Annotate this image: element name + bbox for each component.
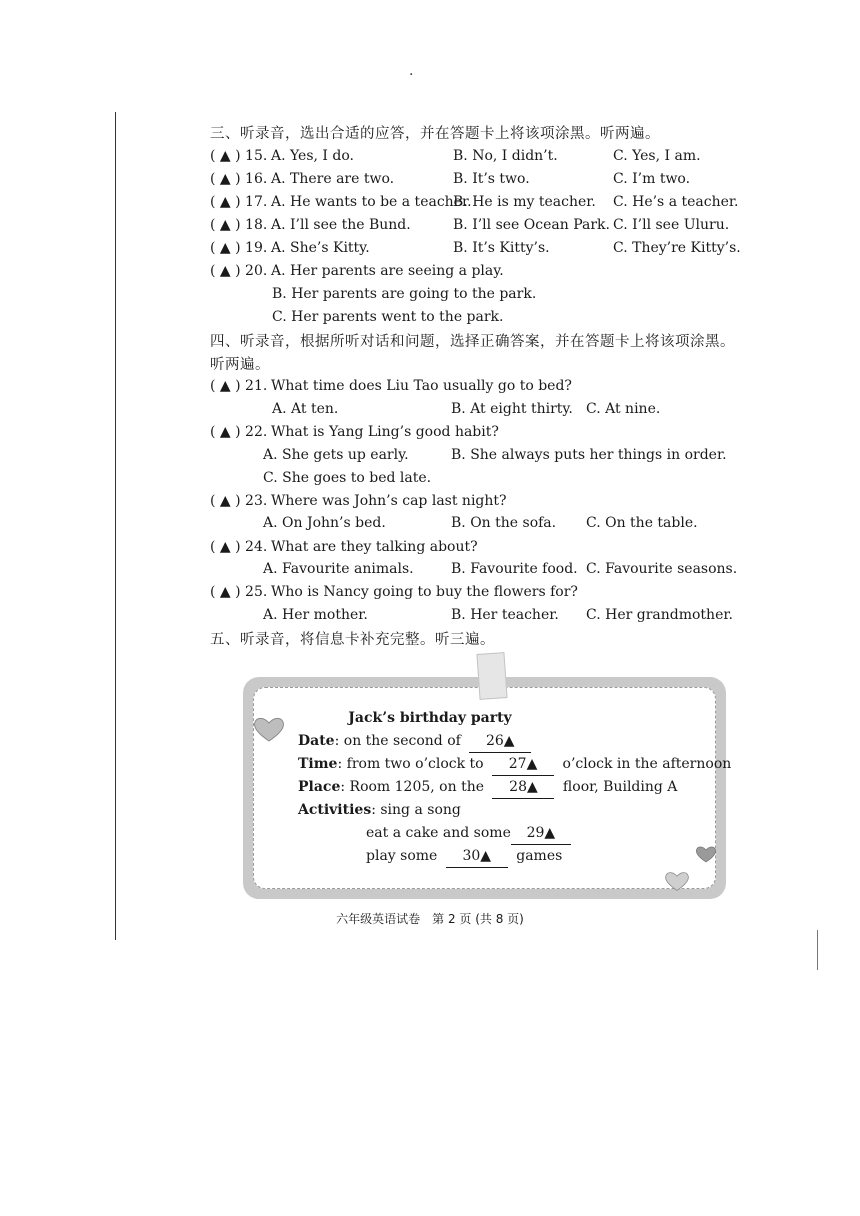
option-a: A. Favourite animals.	[263, 561, 414, 577]
option-c: C. At nine.	[586, 401, 661, 417]
option-b: B. No, I didn’t.	[453, 148, 558, 164]
option-a: A. At ten.	[272, 401, 339, 417]
heart-icon	[661, 870, 693, 892]
card-title: Jack’s birthday party	[348, 710, 512, 726]
option-a: A. There are two.	[271, 171, 395, 187]
card-activities-row	[298, 799, 461, 821]
time-suffix: o’clock in the afternoon	[562, 756, 732, 772]
option-c: C. They’re Kitty’s.	[613, 240, 741, 256]
option-c: C. Her parents went to the park.	[272, 309, 504, 325]
option-a: A. On John’s bed.	[263, 515, 386, 531]
question-number: ( ▲ ) 24.	[210, 539, 268, 555]
question-number: ( ▲ ) 22.	[210, 424, 268, 440]
question-number: ( ▲ ) 21.	[210, 378, 268, 394]
place-text: : Room 1205, on the	[340, 779, 485, 795]
blank-27[interactable]: 27▲	[492, 753, 554, 776]
question-text: What are they talking about?	[271, 539, 478, 555]
card-activity-3-row	[366, 845, 562, 868]
blank-30[interactable]: 30▲	[446, 845, 508, 868]
section-3-title: 三、听录音，选出合适的应答，并在答题卡上将该项涂黑。听两遍。	[210, 126, 660, 142]
question-number: ( ▲ ) 23.	[210, 493, 268, 509]
time-text: : from two o’clock to	[337, 756, 484, 772]
option-a: A. Her parents are seeing a play.	[271, 263, 504, 279]
place-suffix: floor, Building A	[562, 779, 678, 795]
option-a: A. I’ll see the Bund.	[271, 217, 411, 233]
option-b: B. Her parents are going to the park.	[272, 286, 537, 302]
activity-2-text: eat a cake and some	[366, 825, 511, 841]
question-text: Where was John’s cap last night?	[271, 493, 507, 509]
option-c: C. Yes, I am.	[613, 148, 701, 164]
heart-icon	[694, 844, 718, 864]
card-clip-tab	[476, 652, 507, 700]
question-number: ( ▲ ) 17.	[210, 194, 268, 210]
section-4-title-line2: 听两遍。	[210, 357, 270, 373]
option-a: A. He wants to be a teacher.	[271, 194, 472, 210]
option-a: A. Her mother.	[263, 607, 368, 623]
blank-26[interactable]: 26▲	[469, 730, 531, 753]
question-number: ( ▲ ) 16.	[210, 171, 268, 187]
option-b: B. At eight thirty.	[451, 401, 573, 417]
option-b: B. On the sofa.	[451, 515, 557, 531]
place-label: Place	[298, 779, 341, 795]
option-c: C. Favourite seasons.	[586, 561, 738, 577]
option-b: B. It’s two.	[453, 171, 530, 187]
question-number: ( ▲ ) 20.	[210, 263, 268, 279]
left-margin-line	[115, 112, 116, 940]
option-a: A. Yes, I do.	[271, 148, 354, 164]
option-c: C. He’s a teacher.	[613, 194, 739, 210]
question-number: ( ▲ ) 19.	[210, 240, 268, 256]
option-b: B. Her teacher.	[451, 607, 559, 623]
option-c: C. I’m two.	[613, 171, 691, 187]
activity-3-suffix: games	[516, 848, 563, 864]
option-b: B. I’ll see Ocean Park.	[453, 217, 610, 233]
scan-dot: ·	[409, 67, 414, 83]
card-time-row	[298, 753, 731, 776]
question-text: Who is Nancy going to buy the flowers for?	[271, 584, 578, 600]
blank-28[interactable]: 28▲	[492, 776, 554, 799]
date-label: Date	[298, 733, 335, 749]
section-5-title: 五、听录音，将信息卡补充完整。听三遍。	[210, 632, 495, 648]
option-c: C. She goes to bed late.	[263, 470, 432, 486]
question-text: What is Yang Ling’s good habit?	[271, 424, 499, 440]
activities-text: : sing a song	[371, 802, 461, 818]
question-number: ( ▲ ) 25.	[210, 584, 268, 600]
right-margin-line	[817, 930, 818, 970]
time-label: Time	[298, 756, 338, 772]
section-4-title-line1: 四、听录音，根据所听对话和问题，选择正确答案，并在答题卡上将该项涂黑。	[210, 334, 735, 350]
option-a: A. She’s Kitty.	[271, 240, 370, 256]
page-footer: 六年级英语试卷 第 2 页 (共 8 页)	[336, 912, 524, 926]
option-b: B. It’s Kitty’s.	[453, 240, 550, 256]
date-text: : on the second of	[334, 733, 461, 749]
activities-label: Activities	[298, 802, 372, 818]
option-b: B. He is my teacher.	[453, 194, 596, 210]
question-text: What time does Liu Tao usually go to bed?	[271, 378, 572, 394]
card-date-row	[298, 730, 531, 753]
card-place-row	[298, 776, 677, 799]
option-c: C. Her grandmother.	[586, 607, 733, 623]
blank-29[interactable]: 29▲	[511, 822, 571, 845]
option-c: C. I’ll see Uluru.	[613, 217, 730, 233]
option-a: A. She gets up early.	[263, 447, 409, 463]
question-number: ( ▲ ) 18.	[210, 217, 268, 233]
option-b: B. She always puts her things in order.	[451, 447, 727, 463]
card-activity-2-row	[366, 822, 571, 845]
question-number: ( ▲ ) 15.	[210, 148, 268, 164]
activity-3-text: play some	[366, 848, 438, 864]
option-c: C. On the table.	[586, 515, 698, 531]
option-b: B. Favourite food.	[451, 561, 578, 577]
